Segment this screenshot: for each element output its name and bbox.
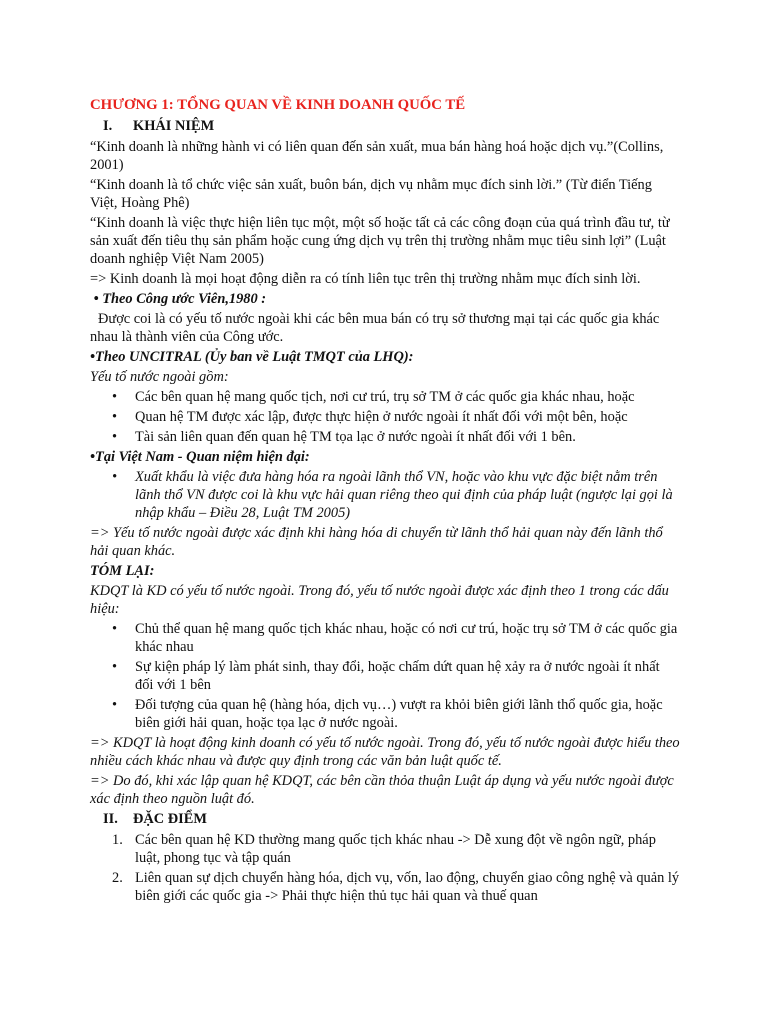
vietnam-heading: •Tại Việt Nam - Quan niệm hiện đại: xyxy=(90,449,310,465)
section-heading-characteristics xyxy=(90,810,680,828)
list-item-text: Quan hệ TM được xác lập, được thực hiện ở nước ngoài ít nhất đối với một bên, hoặc xyxy=(135,409,628,425)
uncitral-list xyxy=(90,388,680,446)
uncitral-heading: •Theo UNCITRAL (Ủy ban về Luật TMQT của LHQ): xyxy=(90,349,414,365)
list-item xyxy=(90,620,680,656)
list-item-text: Chủ thể quan hệ mang quốc tịch khác nhau, hoặc có nơi cư trú, hoặc trụ sở TM ở các quốc gia khác nhau xyxy=(135,621,678,655)
uncitral-intro: Yếu tố nước ngoài gồm: xyxy=(90,369,229,385)
bullet-icon: • xyxy=(112,429,118,445)
summary-conclusion-1: => KDQT là hoạt động kinh doanh có yếu tố nước ngoài. Trong đó, yếu tố nước ngoài được hiểu theo nhiều cách khác nhau và được quy định trong các văn bản luật quốc tế. xyxy=(90,735,680,769)
list-item-text: Các bên quan hệ KD thường mang quốc tịch khác nhau -> Dễ xung đột về ngôn ngữ, pháp luật, phong tục và tập quán xyxy=(135,832,656,866)
list-item-text: Sự kiện pháp lý làm phát sinh, thay đổi, hoặc chấm dứt quan hệ xảy ra ở nước ngoài ít nhất đối với 1 bên xyxy=(135,659,660,693)
definition-hoang-phe: “Kinh doanh là tổ chức việc sản xuất, buôn bán, dịch vụ nhằm mục đích sinh lời.” (Từ điển Tiếng Việt, Hoàng Phê) xyxy=(90,177,652,211)
list-item-text: Xuất khẩu là việc đưa hàng hóa ra ngoài lãnh thổ VN, hoặc vào khu vực đặc biệt nằm trên lãnh thổ VN được coi là khu vực hải quan riêng theo qui định của pháp luật (ngược lại gọi là nhập khẩu – Điều 28, Luật TM 2005) xyxy=(135,469,673,521)
list-item-text: Liên quan sự dịch chuyển hàng hóa, dịch vụ, vốn, lao động, chuyển giao công nghệ và quản lý biên giới các quốc gia -> Phải thực hiện thủ tục hải quan và thuế quan xyxy=(135,870,680,904)
section-numeral: I. xyxy=(103,118,113,134)
characteristics-list xyxy=(90,831,680,905)
list-item xyxy=(90,468,680,522)
summary-list xyxy=(90,620,680,732)
chapter-title: CHƯƠNG 1: TỔNG QUAN VỀ KINH DOANH QUỐC TẾ xyxy=(90,97,466,113)
business-conclusion: => Kinh doanh là mọi hoạt động diễn ra có tính liên tục trên thị trường nhằm mục đích sinh lời. xyxy=(90,271,641,287)
list-number: 2. xyxy=(112,870,123,886)
bullet-icon: • xyxy=(112,621,118,637)
summary-conclusion-2: => Do đó, khi xác lập quan hệ KDQT, các bên cần thỏa thuận Luật áp dụng và yếu nước ngoài được xác định theo nguồn luật đó. xyxy=(90,773,674,807)
list-item xyxy=(90,831,680,867)
list-item-text: Đối tượng của quan hệ (hàng hóa, dịch vụ…) vượt ra khỏi biên giới lãnh thổ quốc gia, hoặc biên giới hải quan, hoặc tọa lạc ở nước ngoài. xyxy=(135,697,663,731)
bullet-icon: • xyxy=(112,389,118,405)
list-item xyxy=(90,408,680,426)
list-item xyxy=(90,658,680,694)
bullet-icon: • xyxy=(112,659,118,675)
summary-heading: TÓM LẠI: xyxy=(90,563,155,579)
section-title: ĐẶC ĐIỂM xyxy=(133,811,207,827)
list-item xyxy=(90,869,680,905)
definition-enterprise-law: “Kinh doanh là việc thực hiện liên tục một, một số hoặc tất cả các công đoạn của quá trình đầu tư, từ sản xuất đến tiêu thụ sản phẩm hoặc cung ứng dịch vụ trên thị trường nhằm mục tiêu sinh lợi” (Luật doanh nghiệp Việt Nam 2005) xyxy=(90,215,670,267)
vietnam-list xyxy=(90,468,680,522)
definition-collins: “Kinh doanh là những hành vi có liên quan đến sản xuất, mua bán hàng hoá hoặc dịch vụ.”(Collins, 2001) xyxy=(90,139,664,173)
list-item xyxy=(90,696,680,732)
section-heading-concept xyxy=(90,117,680,135)
summary-text: KDQT là KD có yếu tố nước ngoài. Trong đó, yếu tố nước ngoài được xác định theo 1 trong các dấu hiệu: xyxy=(90,583,669,617)
bullet-icon: • xyxy=(112,697,118,713)
bullet-icon: • xyxy=(112,469,118,485)
section-title: KHÁI NIỆM xyxy=(133,118,215,134)
document-body xyxy=(90,96,680,907)
vienna-heading: • Theo Công ước Viên,1980 : xyxy=(90,291,267,307)
vietnam-conclusion: => Yếu tố nước ngoài được xác định khi hàng hóa di chuyển từ lãnh thổ hải quan này đến lãnh thổ hải quan khác. xyxy=(90,525,663,559)
list-item xyxy=(90,428,680,446)
list-item-text: Các bên quan hệ mang quốc tịch, nơi cư trú, trụ sở TM ở các quốc gia khác nhau, hoặc xyxy=(135,389,635,405)
list-item xyxy=(90,388,680,406)
bullet-icon: • xyxy=(112,409,118,425)
list-item-text: Tài sản liên quan đến quan hệ TM tọa lạc ở nước ngoài ít nhất đối với 1 bên. xyxy=(135,429,576,445)
list-number: 1. xyxy=(112,832,123,848)
section-numeral: II. xyxy=(103,811,118,827)
vienna-text: Được coi là có yếu tố nước ngoài khi các bên mua bán có trụ sở thương mại tại các quốc gia khác nhau là thành viên của Công ước. xyxy=(90,311,660,345)
